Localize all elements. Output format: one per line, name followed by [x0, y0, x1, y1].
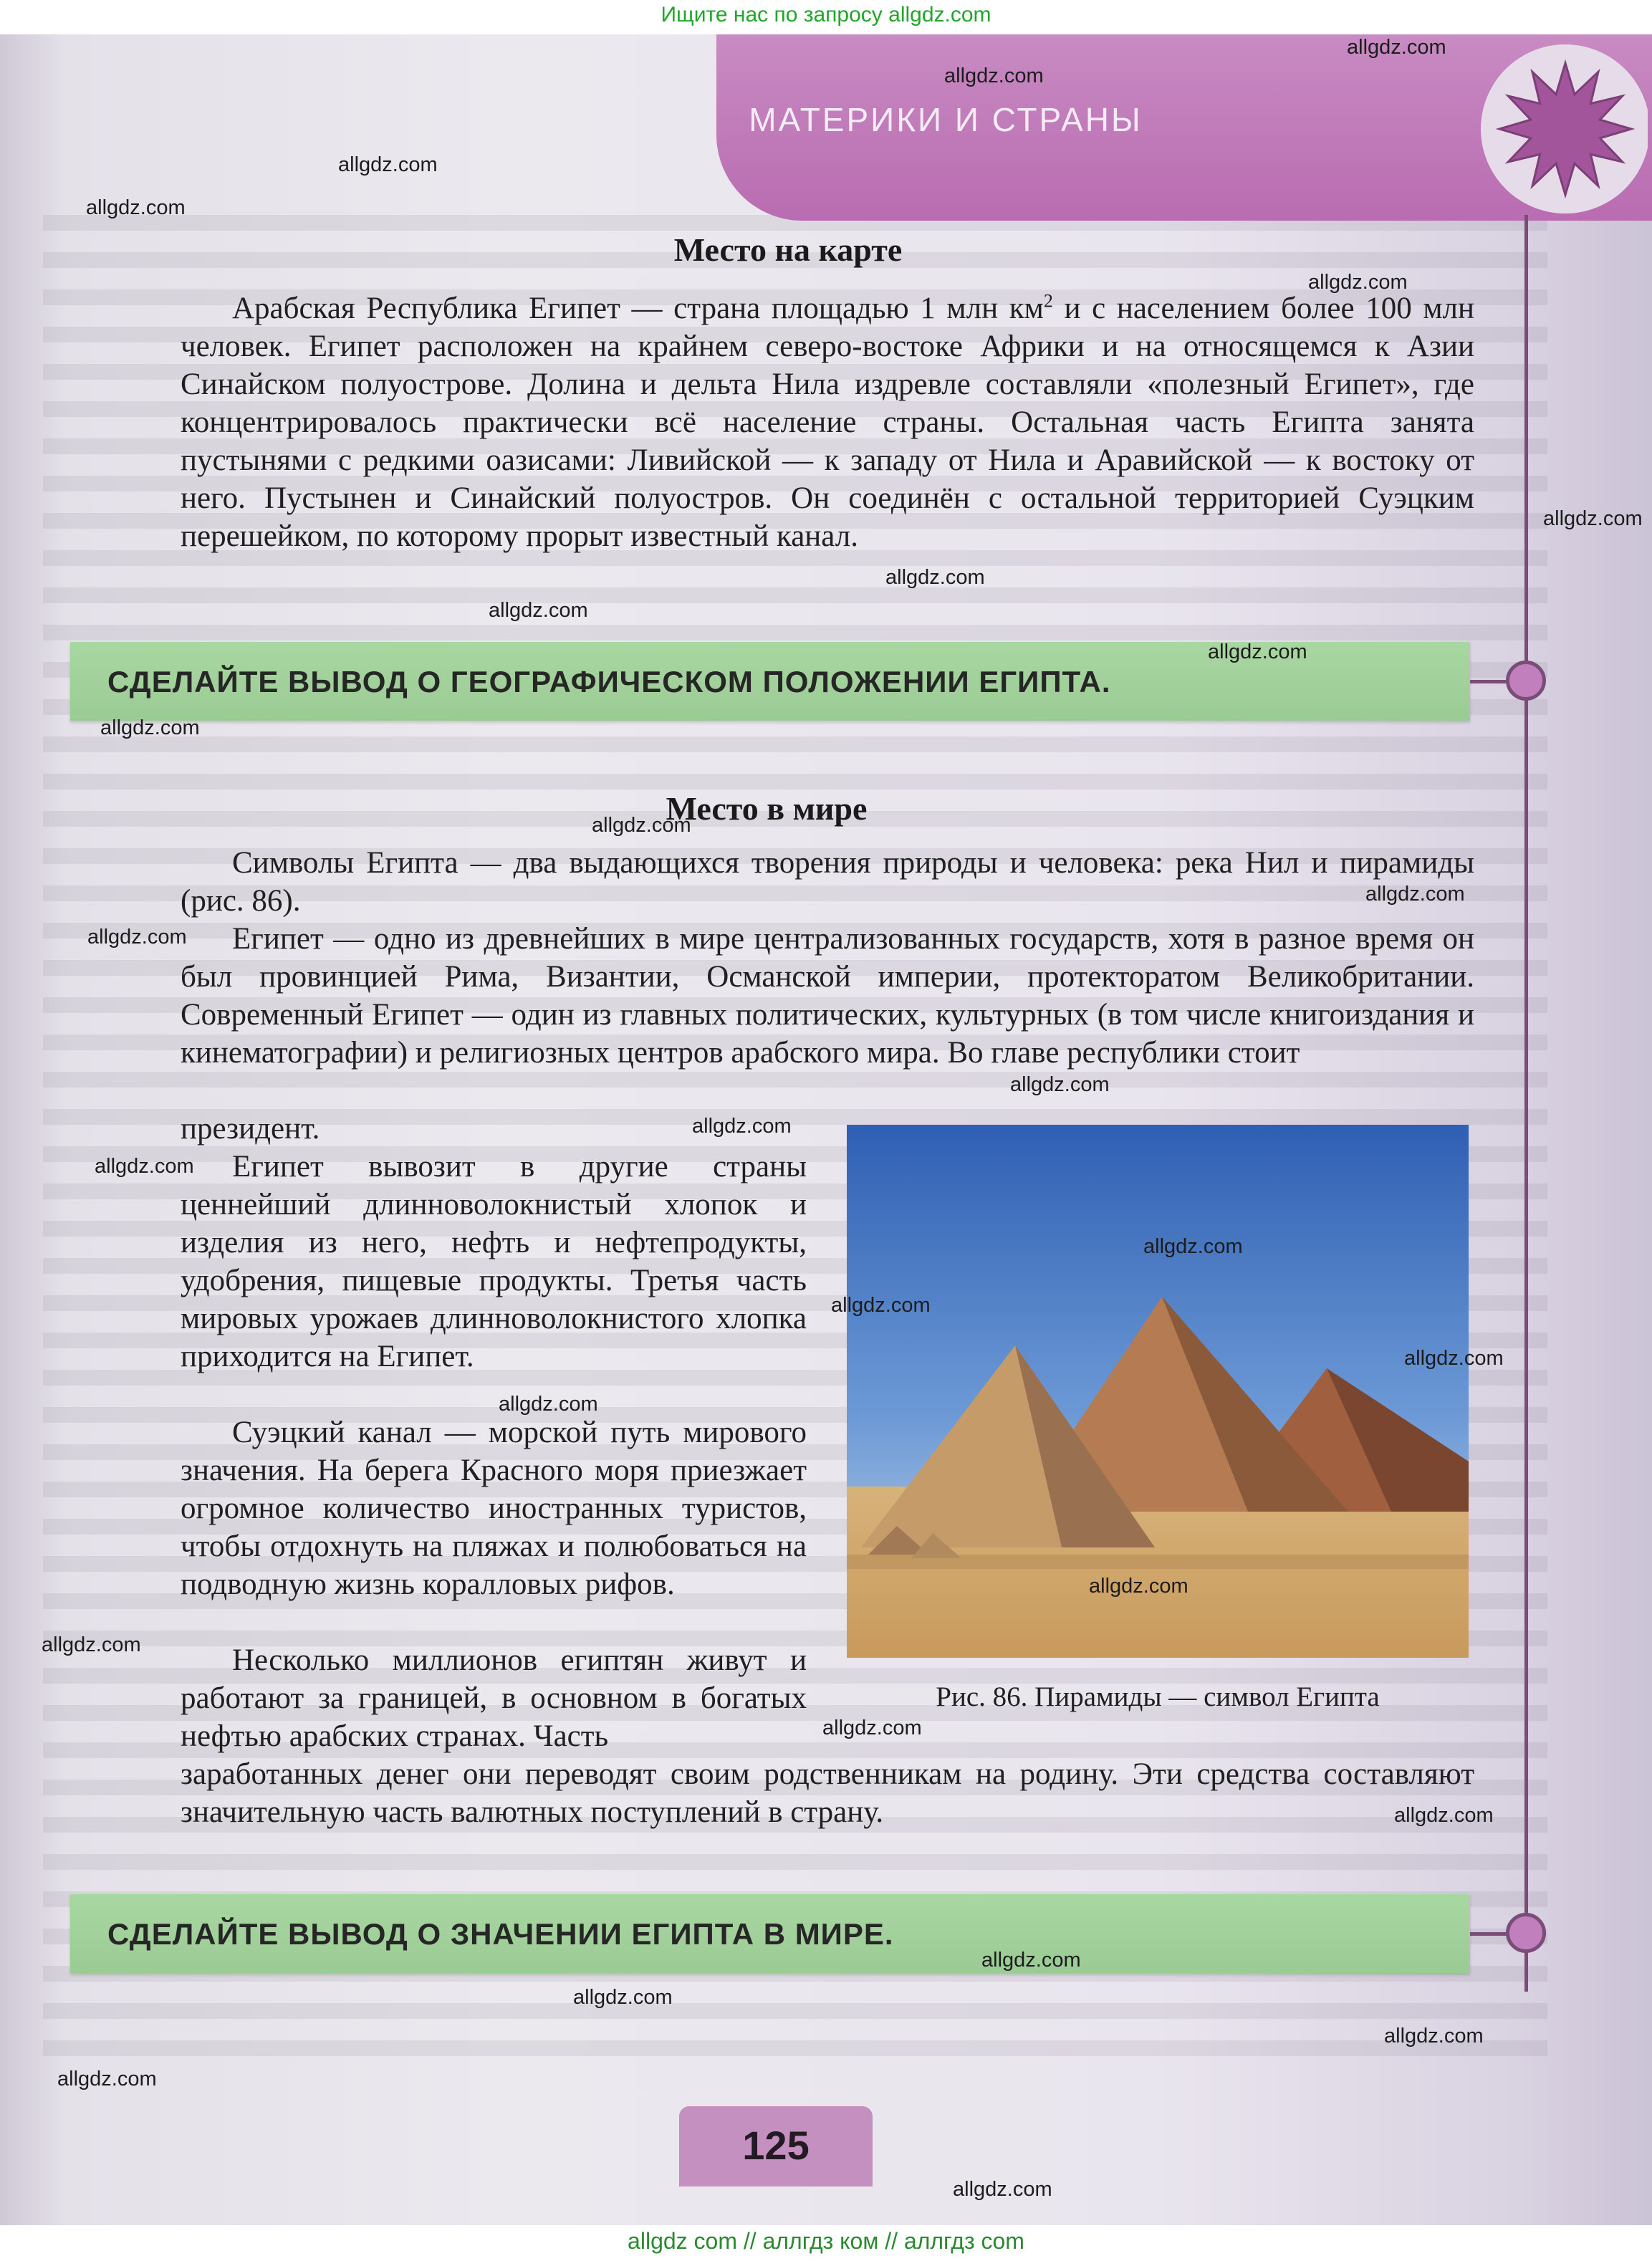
watermark: allgdz.com	[692, 1115, 792, 1138]
timeline-marker-2	[1506, 1913, 1546, 1953]
watermark: allgdz.com	[831, 1294, 931, 1317]
task-geo-position-text: СДЕЛАЙТЕ ВЫВОД О ГЕОГРАФИЧЕСКОМ ПОЛОЖЕНИИ ЕГИПТА.	[107, 665, 1111, 699]
watermark: allgdz.com	[1143, 1235, 1243, 1258]
watermark: allgdz.com	[1404, 1347, 1504, 1370]
watermark: allgdz.com	[95, 1155, 194, 1178]
figure-caption: Рис. 86. Пирамиды — символ Египта	[936, 1681, 1380, 1712]
timeline-marker-1	[1506, 661, 1546, 701]
watermark: allgdz.com	[953, 2178, 1052, 2201]
watermark: allgdz.com	[885, 566, 985, 589]
section-map-text	[181, 289, 1474, 555]
margin-timeline-line	[1524, 215, 1528, 1992]
watermark: allgdz.com	[1365, 883, 1465, 906]
watermark: allgdz.com	[489, 599, 588, 622]
map-text-part2: и с населением более 100 млн человек. Египет расположен на крайнем северо-востоке Африки и на относящемся к Азии Синайском полуострове. Долина и дельта Нила издревле составляли «полезный Египет», где концентрировалось практически всё население страны. Остальная часть Египта занята пустынями с редкими оазисами: Ливийской — к западу от Нила и Аравийской — к востоку от него. Пустынен и Синайский полуостров. Он соединён с остальной территорией Суэцким перешейком, по которому прорыт известный канал.	[181, 292, 1475, 553]
section-heading-map: Место на карте	[673, 231, 903, 268]
world-paragraph-4: Суэцкий канал — морской путь мирового значения. На берега Красного моря приезжает огромное количество иностранных туристов, чтобы отдохнуть на пляжах и полюбоваться на подводную жизнь коралловых рифов.	[181, 1416, 807, 1601]
world-paragraph-2: Египет — одно из древнейших в мире централизованных государств, хотя в разное время он был провинцией Рима, Византии, Османской империи, протекторатом Великобритании. Современный Египет — один из главных политических, культурных (в том числе книгоиздания и кинематографии) и религиозных центров арабского мира. Во главе республики стоит	[181, 922, 1474, 1070]
watermark: allgdz.com	[1010, 1073, 1110, 1096]
watermark: allgdz.com	[573, 1986, 673, 2009]
top-search-link[interactable]: Ищите нас по запросу allgdz.com	[661, 3, 991, 27]
watermark: allgdz.com	[1384, 2025, 1484, 2048]
watermark: allgdz.com	[1543, 507, 1643, 530]
page-number: 125	[742, 2123, 810, 2168]
watermark: allgdz.com	[338, 153, 438, 176]
watermark: allgdz.com	[1208, 640, 1307, 663]
map-text-part1: Арабская Республика Египет — страна площадью 1 млн км	[232, 292, 1044, 325]
world-paragraph-3: Египет вывозит в другие страны ценнейший длинноволокнистый хлопок и изделия из него, нефть и нефтепродукты, удобрения, пищевые продукты. Третья часть мировых урожаев длинноволокнистого хлопка приходится на Египет.	[181, 1150, 807, 1373]
watermark: allgdz.com	[822, 1717, 922, 1739]
watermark: allgdz.com	[592, 814, 691, 837]
watermark: allgdz.com	[1394, 1804, 1494, 1827]
world-paragraph-2-end: президент.	[181, 1112, 320, 1146]
watermark: allgdz.com	[981, 1949, 1081, 1972]
watermark: allgdz.com	[57, 2068, 157, 2090]
watermark: allgdz.com	[87, 926, 187, 949]
world-paragraph-5: Несколько миллионов египтян живут и работают за границей, в основном в богатых нефтью арабских странах. Часть	[181, 1643, 807, 1753]
watermark: allgdz.com	[100, 716, 200, 739]
watermark: allgdz.com	[1089, 1575, 1188, 1598]
section-heading-world: Место в мире	[666, 790, 868, 827]
watermark: allgdz.com	[1347, 36, 1446, 59]
footer-links[interactable]: allgdz com // аллгдз ком // аллгдз com	[628, 2228, 1024, 2254]
watermark: allgdz.com	[86, 196, 186, 219]
watermark: allgdz.com	[1308, 271, 1408, 294]
world-paragraph-5-end: заработанных денег они переводят своим родственникам на родину. Эти средства составляют значительную часть валютных поступлений в страну.	[181, 1757, 1474, 1829]
world-paragraph-1: Символы Египта — два выдающихся творения природы и человека: река Нил и пирамиды (рис. 86).	[181, 846, 1474, 918]
star-emblem-icon	[1469, 43, 1648, 222]
task-world-importance-text: СДЕЛАЙТЕ ВЫВОД О ЗНАЧЕНИИ ЕГИПТА В МИРЕ.	[107, 1917, 894, 1951]
chapter-title: МАТЕРИКИ И СТРАНЫ	[749, 101, 1143, 138]
watermark: allgdz.com	[42, 1633, 141, 1656]
watermark: allgdz.com	[944, 64, 1044, 87]
superscript-2: 2	[1043, 290, 1053, 312]
watermark: allgdz.com	[499, 1393, 598, 1416]
